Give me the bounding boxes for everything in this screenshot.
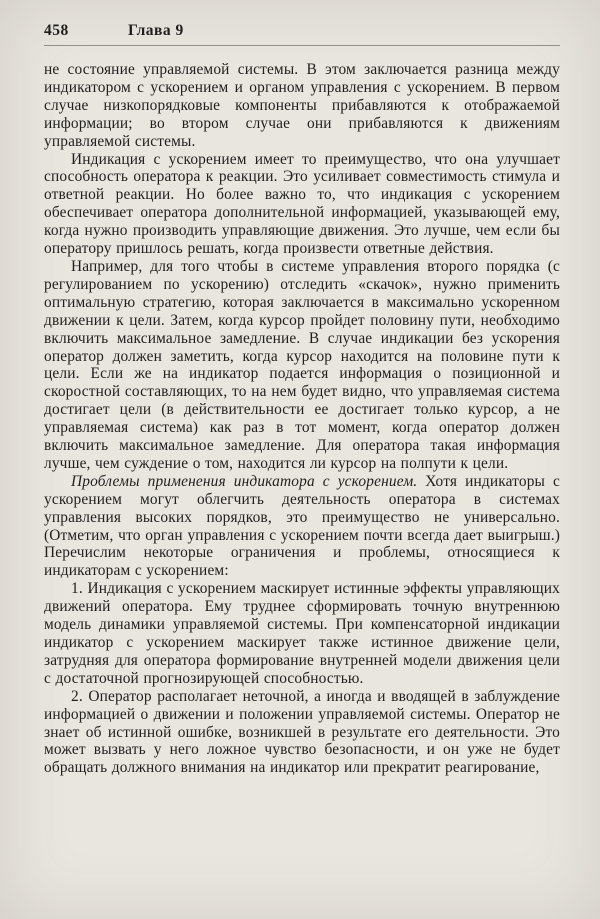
paragraph-lead-italic: Проблемы применения индикатора с ускорением.: [71, 472, 418, 490]
paragraph: 2. Оператор располагает неточной, а иногда и вводящей в заблуждение информацией о движении и положении управляемой системы. Оператор не знает об истинной ошибке, возникшей в результате его деятельности. Это может вызвать у него ложное чувство безопасности, и он уже не будет обращать должного внимания на индикатор или прекратит реагирование,: [44, 687, 560, 777]
page-number: 458: [44, 22, 69, 39]
paragraph: Например, для того чтобы в системе управления второго порядка (с регулированием по ускорению) отследить «скачок», нужно применить оптимальную стратегию, которая заключается в максимально ускоренном движении к цели. Затем, когда курсор пройдет половину пути, необходимо включить максимальное замедление. В случае индикации без ускорения оператор должен заметить, когда курсор находится на половине пути к цели. Если же на индикатор подается информация о позиционной и скоростной составляющих, то на нем будет видно, что управляемая система достигает цели (в действительности ее достигает только курсор, а не управляемая система) как раз в тот момент, когда оператор должен включить максимальное замедление. Для оператора такая информация лучше, чем суждение о том, находится ли курсор на полпути к цели.: [44, 257, 560, 472]
running-head: [44, 22, 560, 46]
page-body: [44, 61, 560, 777]
chapter-heading: Глава 9: [128, 22, 184, 39]
paragraph: не состояние управляемой системы. В этом заключается разница между индикатором с ускорением и органом управления с ускорением. В первом случае низкопорядковые компоненты прибавляются к отображаемой информации; во втором случае они прибавляются к движениям управляемой системы.: [44, 61, 560, 150]
paragraph: Индикация с ускорением имеет то преимущество, что она улучшает способность оператора к реакции. Это усиливает совместимость стимула и ответной реакции. Но более важно то, что индикация с ускорением обеспечивает оператора дополнительной информацией, указывающей ему, когда нужно производить управляющие движения. Это лучше, чем если бы оператору пришлось решать, когда произвести ответные действия.: [44, 150, 560, 258]
paragraph: 1. Индикация с ускорением маскирует истинные эффекты управляющих движений оператора. Ему труднее сформировать точную внутреннюю модель динамики управляемой системы. При компенсаторной индикации индикатор с ускорением маскирует также истинное движение цели, затрудняя для оператора формирование внутренней модели движения цели с достаточной прогнозирующей способностью.: [44, 580, 560, 687]
paragraph-rest: Хотя индикаторы с ускорением могут облегчить деятельность оператора в системах управления высоких порядков, это преимущество не универсально. (Отметим, что орган управления с ускорением почти всегда дает выигрыш.) Перечислим некоторые ограничения и проблемы, относящиеся к индикаторам с ускорением:: [44, 472, 560, 580]
paragraph: [44, 473, 560, 580]
